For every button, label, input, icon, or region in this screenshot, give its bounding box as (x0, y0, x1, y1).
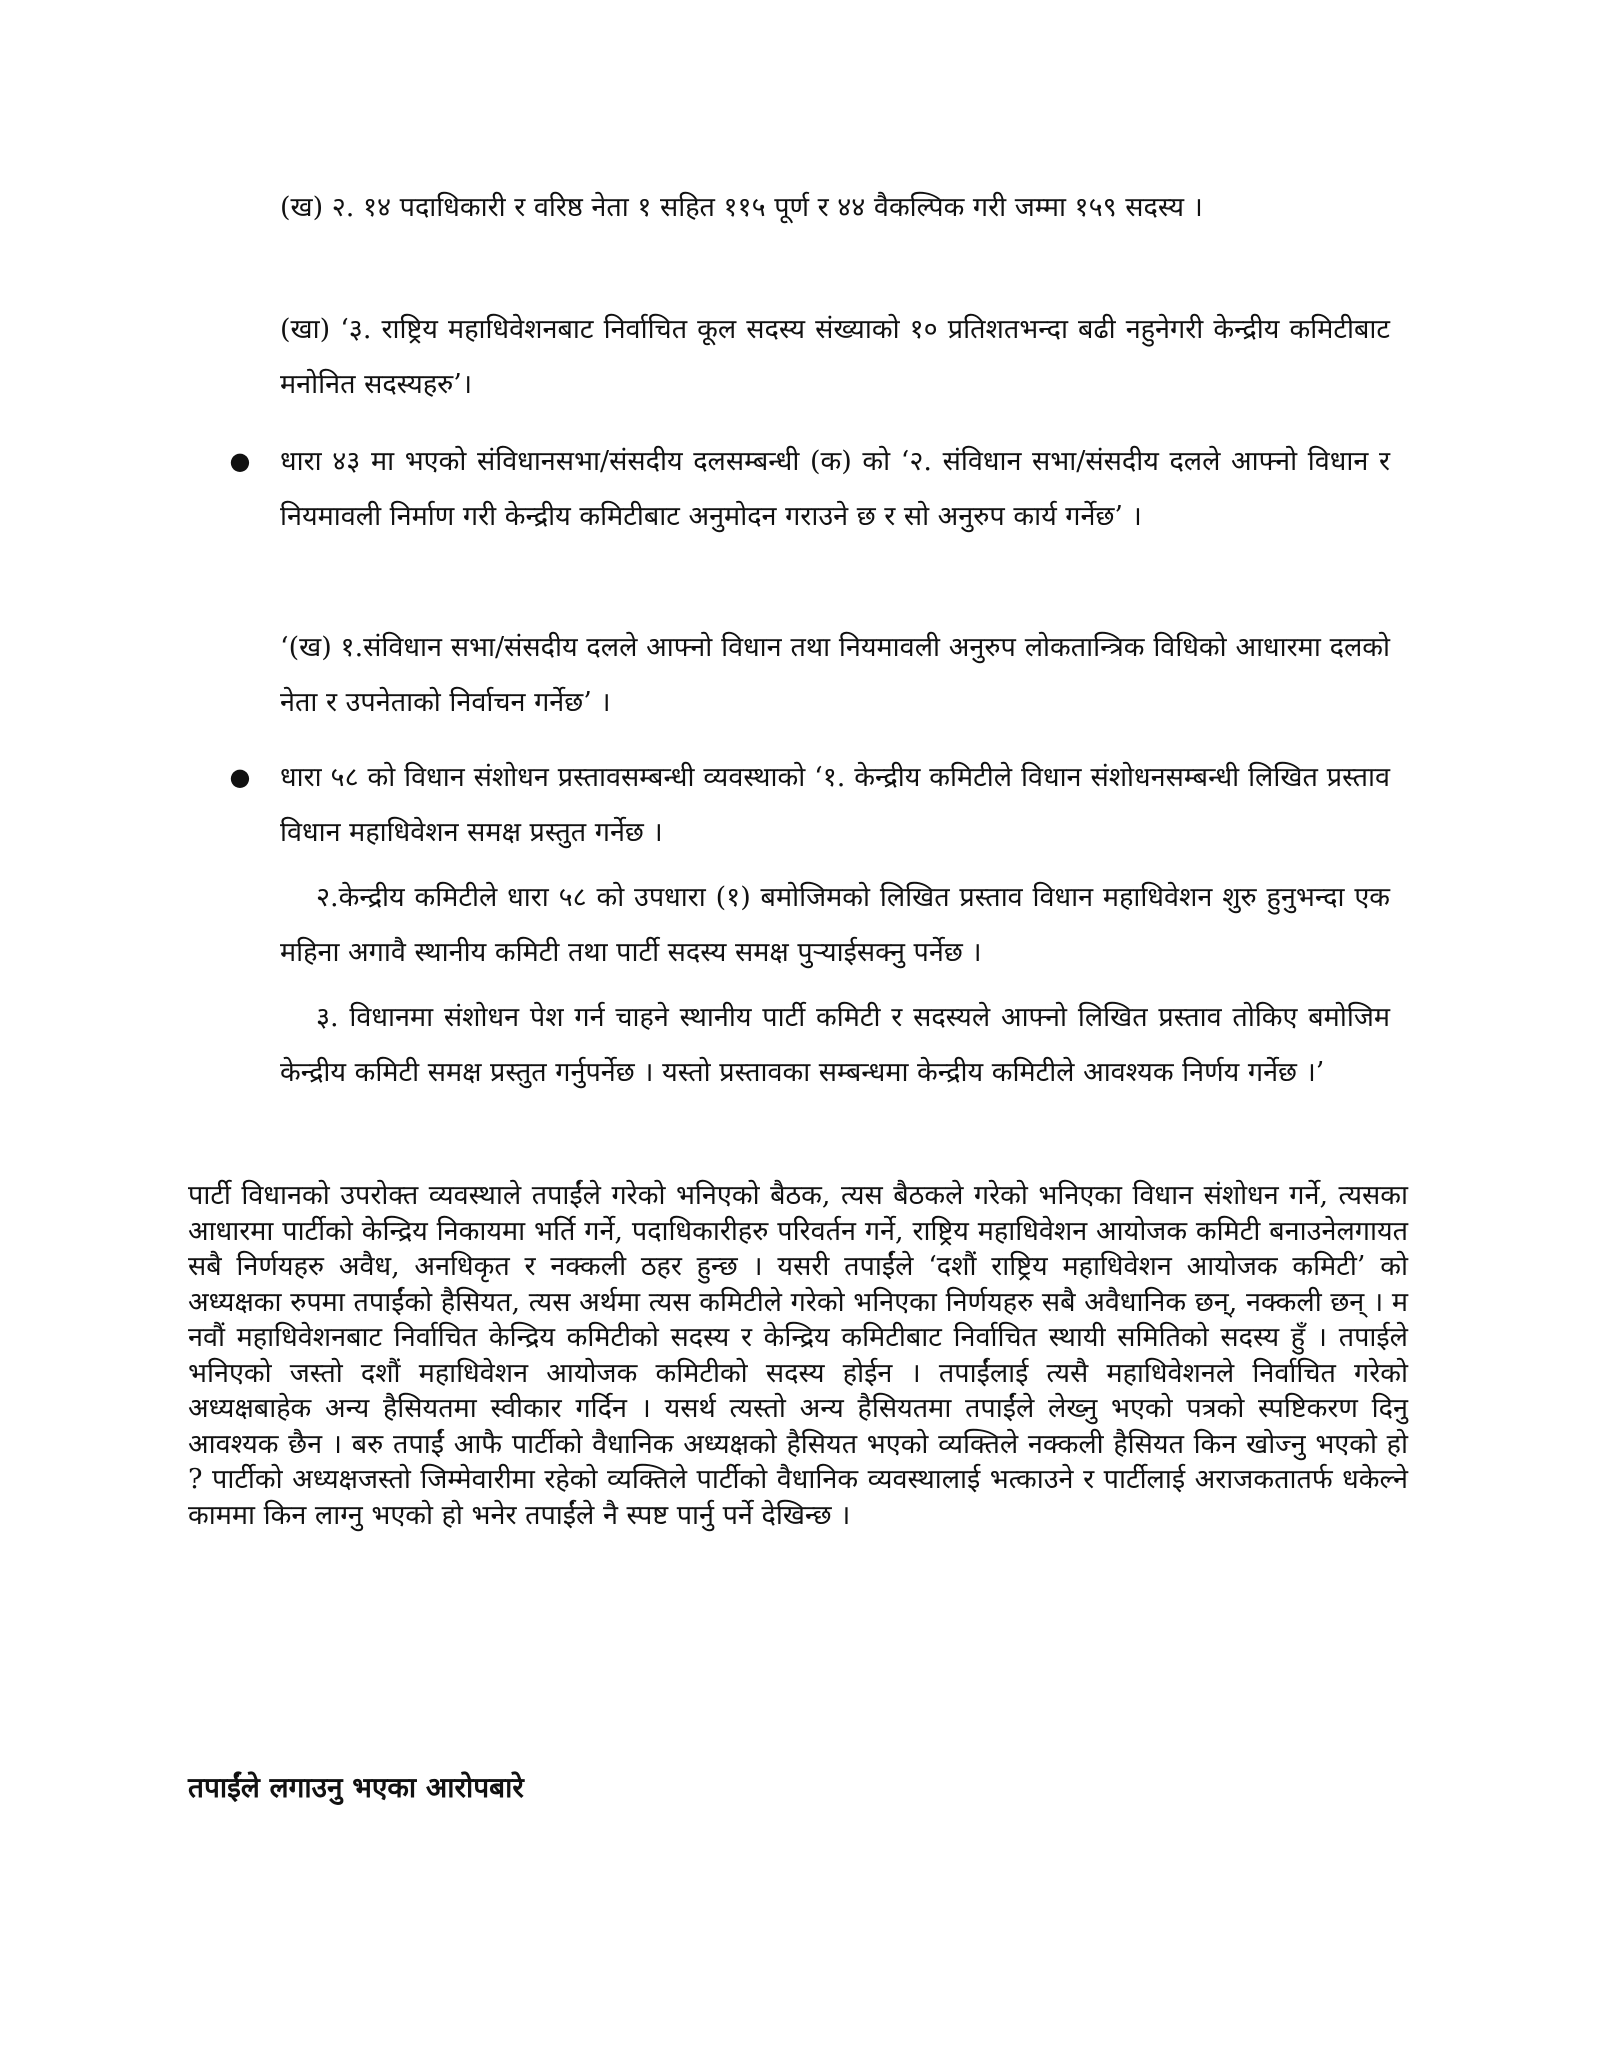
bullet-icon: ● (229, 447, 251, 475)
bullet-article-58-sub-2: २.केन्द्रीय कमिटीले धारा ५८ को उपधारा (१) बमोजिमको लिखित प्रस्ताव विधान महाधिवेशन शुरु हुनुभन्दा एक महिना अगावै स्थानीय कमिटी तथा पार्टी सदस्य समक्ष पुऱ्याईसक्नु पर्नेछ । (280, 882, 1390, 968)
clause-kha-nominated-members: (खा) ‘३. राष्ट्रिय महाधिवेशनबाट निर्वाचित कूल सदस्य संख्याको १० प्रतिशतभन्दा बढी नहुनेगरी केन्द्रीय कमिटीबाट मनोनित सदस्यहरु’। (280, 314, 1390, 400)
bullet-article-43: धारा ४३ मा भएको संविधानसभा/संसदीय दलसम्बन्धी (क) को ‘२. संविधान सभा/संसदीय दलले आफ्नो विधान र नियमावली निर्माण गरी केन्द्रीय कमिटीबाट अनुमोदन गराउने छ र सो अनुरुप कार्य गर्नेछ’ । (280, 446, 1390, 532)
bullet-article-58-sub-3: ३. विधानमा संशोधन पेश गर्न चाहने स्थानीय पार्टी कमिटी र सदस्यले आफ्नो लिखित प्रस्ताव तोकिए बमोजिम केन्द्रीय कमिटी समक्ष प्रस्तुत गर्नुपर्नेछ । यस्तो प्रस्तावका सम्बन्धमा केन्द्रीय कमिटीले आवश्यक निर्णय गर्नेछ ।’ (280, 1002, 1390, 1088)
bullet-article-43-sub: ‘(ख) १.संविधान सभा/संसदीय दलले आफ्नो विधान तथा नियमावली अनुरुप लोकतान्त्रिक विधिको आधारमा दलको नेता र उपनेताको निर्वाचन गर्नेछ’ । (280, 632, 1390, 718)
body-paragraph: पार्टी विधानको उपरोक्त व्यवस्थाले तपाईंले गरेको भनिएको बैठक, त्यस बैठकले गरेको भनिएका विधान संशोधन गर्ने, त्यसका आधारमा पार्टीको केन्द्रिय निकायमा भर्ति गर्ने, पदाधिकारीहरु परिवर्तन गर्ने, राष्ट्रिय महाधिवेशन आयोजक कमिटी बनाउनेलगायत सबै निर्णयहरु अवैध, अनधिकृत र नक्कली ठहर हुन्छ । यसरी तपाईंले ‘दशौं राष्ट्रिय महाधिवेशन आयोजक कमिटी’ को अध्यक्षका रुपमा तपाईंको हैसियत, त्यस अर्थमा त्यस कमिटीले गरेको भनिएका निर्णयहरु सबै अवैधानिक छन्, नक्कली छन् । म नवौं महाधिवेशनबाट निर्वाचित केन्द्रिय कमिटीको सदस्य र केन्द्रिय कमिटीबाट निर्वाचित स्थायी समितिको सदस्य हुँ । तपाईले भनिएको जस्तो दशौं महाधिवेशन आयोजक कमिटीको सदस्य होईन । तपाईंलाई त्यसै महाधिवेशनले निर्वाचित गरेको अध्यक्षबाहेक अन्य हैसियतमा स्वीकार गर्दिन । यसर्थ त्यस्तो अन्य हैसियतमा तपाईंले लेख्नु भएको पत्रको स्पष्टिकरण दिनु आवश्यक छैन । बरु तपाईं आफै पार्टीको वैधानिक अध्यक्षको हैसियत भएको व्यक्तिले नक्कली हैसियत किन खोज्नु भएको हो ? पार्टीको अध्यक्षजस्तो जिम्मेवारीमा रहेको व्यक्तिले पार्टीको वैधानिक व्यवस्थालाई भत्काउने र पार्टीलाई अराजकतातर्फ धकेल्ने काममा किन लाग्नु भएको हो भनेर तपाईंले नै स्पष्ट पार्नु पर्ने देखिन्छ । (188, 1180, 1408, 1531)
clause-kha-members: (ख) २. १४ पदाधिकारी र वरिष्ठ नेता १ सहित ११५ पूर्ण र ४४ वैकल्पिक गरी जम्मा १५९ सदस्य । (280, 192, 1203, 223)
bullet-article-58: धारा ५८ को विधान संशोधन प्रस्तावसम्बन्धी व्यवस्थाको ‘१. केन्द्रीय कमिटीले विधान संशोधनसम्बन्धी लिखित प्रस्ताव विधान महाधिवेशन समक्ष प्रस्तुत गर्नेछ । (280, 762, 1390, 848)
section-heading: तपाईंले लगाउनु भएका आरोपबारे (188, 1771, 524, 1804)
bullet-icon: ● (229, 763, 251, 791)
